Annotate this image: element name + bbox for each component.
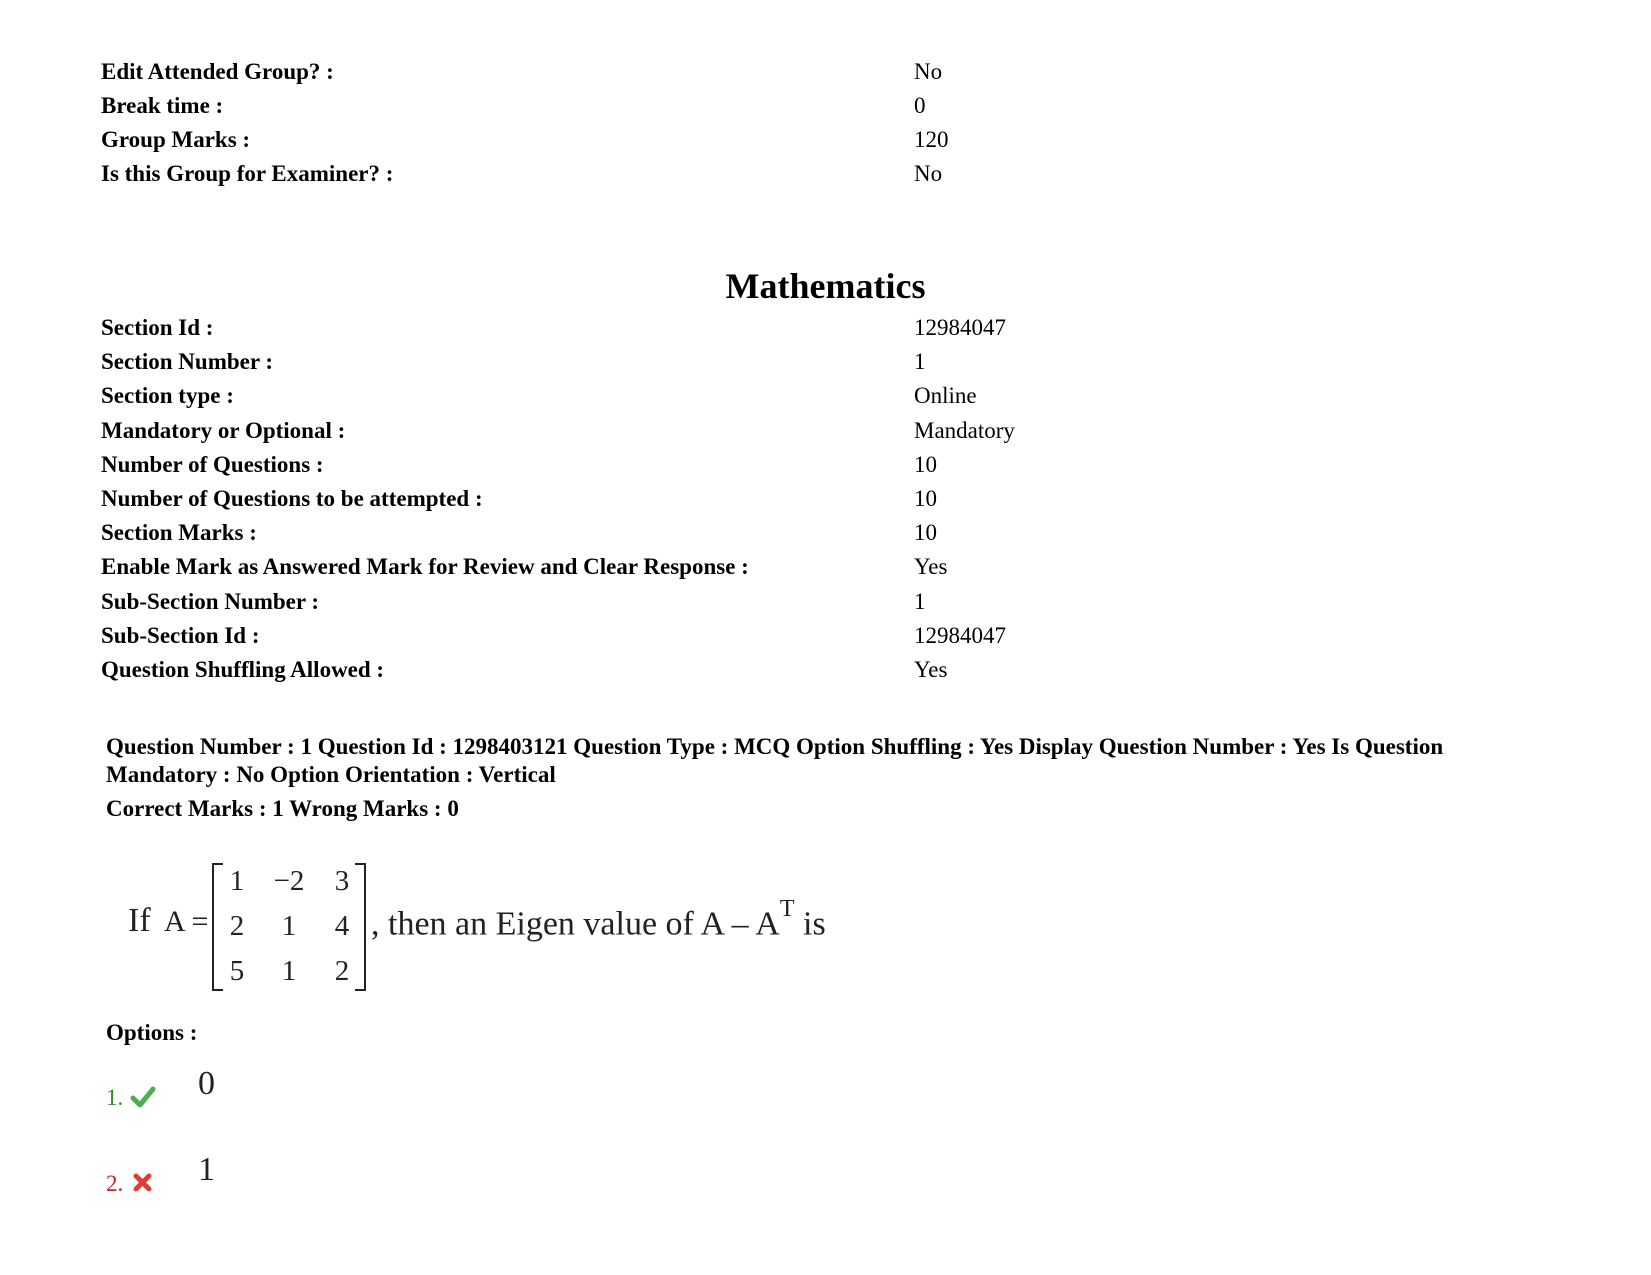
field-label: Number of Questions :	[101, 452, 324, 477]
check-icon	[130, 1084, 156, 1110]
matrix-cell: 5	[229, 955, 245, 987]
option-number: 2.	[106, 1171, 124, 1196]
field-value: 12984047	[914, 315, 1006, 340]
stem-tail	[371, 896, 826, 943]
matrix-cell: 4	[334, 910, 350, 942]
matrix-cell: 1	[281, 955, 297, 987]
stem-superscript: T	[779, 896, 795, 922]
field-label: Mandatory or Optional :	[101, 418, 346, 443]
section-title: Mathematics	[725, 266, 926, 306]
field-value: 1	[914, 589, 926, 614]
field-row	[101, 449, 1501, 481]
field-label: Is this Group for Examiner? :	[101, 161, 394, 186]
field-label: Edit Attended Group? :	[101, 59, 334, 84]
field-value: No	[914, 59, 943, 84]
field-value: 120	[914, 127, 949, 152]
field-value: No	[914, 161, 943, 186]
field-value: 1	[914, 349, 926, 374]
field-row	[101, 380, 1501, 412]
stem-a-equals: A =	[164, 905, 209, 938]
field-value: 10	[914, 486, 937, 511]
field-label: Question Shuffling Allowed :	[101, 657, 385, 682]
matrix	[212, 859, 366, 991]
field-label: Sub-Section Number :	[101, 589, 320, 614]
field-row	[101, 312, 1501, 344]
question-stem	[128, 855, 888, 995]
field-value: 10	[914, 452, 937, 477]
field-label: Group Marks :	[101, 127, 251, 152]
option-1[interactable]	[106, 1064, 406, 1114]
field-row	[101, 346, 1501, 378]
field-row	[101, 586, 1501, 618]
field-row	[101, 517, 1501, 549]
matrix-cell: 2	[334, 955, 350, 987]
field-value: 0	[914, 93, 926, 118]
field-row	[101, 158, 1501, 190]
stem-text: , then an Eigen value of A – A	[371, 905, 780, 943]
field-value: Mandatory	[914, 418, 1015, 443]
option-number: 1.	[106, 1085, 124, 1110]
question-header	[106, 733, 1606, 789]
field-label: Section Marks :	[101, 520, 257, 545]
question-marks: Correct Marks : 1 Wrong Marks : 0	[106, 796, 459, 821]
field-value: Yes	[914, 554, 948, 579]
field-row	[101, 56, 1501, 88]
option-value: 1	[198, 1151, 215, 1188]
option-value: 0	[198, 1065, 215, 1102]
field-label: Section type :	[101, 383, 234, 408]
field-row	[101, 90, 1501, 122]
options-label: Options :	[106, 1020, 198, 1045]
field-label: Enable Mark as Answered Mark for Review and Clear Response :	[101, 554, 749, 579]
option-2[interactable]	[106, 1150, 406, 1200]
field-value: Online	[914, 383, 977, 408]
matrix-cell: 1	[281, 910, 297, 942]
field-label: Sub-Section Id :	[101, 623, 260, 648]
matrix-cell: 1	[229, 865, 245, 897]
question-header-line: Mandatory : No Option Orientation : Vertical	[106, 762, 556, 787]
field-row	[101, 415, 1501, 447]
field-label: Section Id :	[101, 315, 214, 340]
field-row	[101, 654, 1501, 686]
matrix-cell: 3	[334, 865, 350, 897]
field-value: 12984047	[914, 623, 1006, 648]
field-row	[101, 124, 1501, 156]
stem-end: is	[794, 905, 826, 943]
field-row	[101, 551, 1501, 583]
field-label: Section Number :	[101, 349, 274, 374]
stem-if: If	[128, 902, 151, 939]
field-row	[101, 483, 1501, 515]
field-value: Yes	[914, 657, 948, 682]
field-label: Break time :	[101, 93, 224, 118]
cross-icon	[130, 1170, 156, 1196]
matrix-cell: 2	[229, 910, 245, 942]
field-value: 10	[914, 520, 937, 545]
question-header-line: Question Number : 1 Question Id : 1298403121 Question Type : MCQ Option Shuffling : Yes Display Question Number : Yes Is Question	[106, 734, 1444, 759]
field-label: Number of Questions to be attempted :	[101, 486, 483, 511]
matrix-cell: −2	[273, 865, 305, 897]
field-row	[101, 620, 1501, 652]
